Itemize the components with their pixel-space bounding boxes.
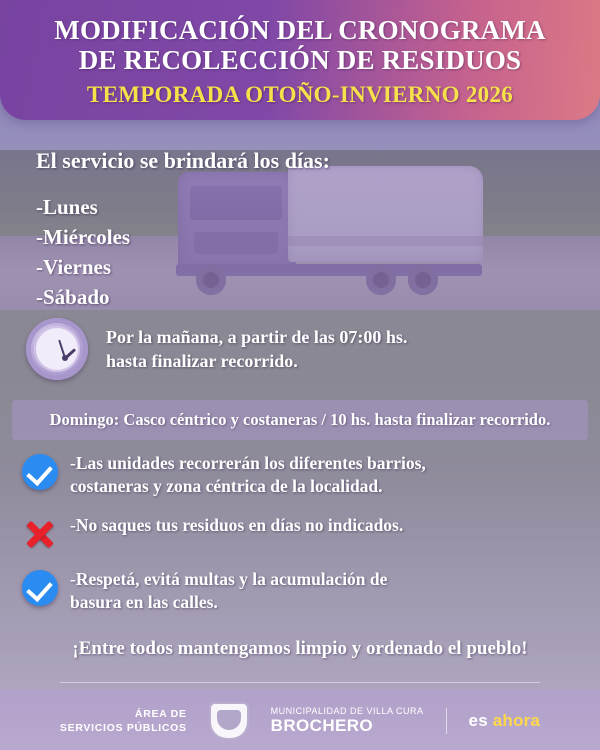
municipality-logo [271, 706, 424, 736]
service-days-title: El servicio se brindará los días: [36, 148, 330, 173]
bullet-line-1: -Respetá, evitá multas y la acumulación de [70, 569, 388, 590]
brand-logo [469, 711, 541, 731]
brand-prefix: es [468, 711, 493, 730]
bullet-line-1: -No saques tus residuos en días no indicados. [70, 515, 404, 536]
season-subtitle: TEMPORADA OTOÑO-INVIERNO 2026 [86, 82, 514, 108]
check-mark [26, 459, 53, 486]
brand-highlight: ahora [492, 711, 541, 730]
footer-separator [446, 708, 447, 734]
clock-face [34, 326, 80, 372]
closing-message: ¡Entre todos mantengamos limpio y ordenado el pueblo! [72, 638, 528, 659]
area-line-1: ÁREA DE [134, 707, 187, 720]
bullet-line-1: -Las unidades recorrerán los diferentes barrios, [70, 453, 426, 473]
list-item: -Miércoles [36, 225, 131, 250]
bullet-line-2: basura en las calles. [70, 592, 218, 613]
municipality-name-small: MUNICIPALIDAD DE VILLA CURA [270, 706, 424, 717]
check-mark [26, 575, 53, 602]
check-circle-icon [22, 454, 58, 490]
list-item [22, 514, 582, 552]
title-line-2: DE RECOLECCIÓN DE RESIDUOS [78, 44, 522, 75]
title-line-1: MODIFICACIÓN DEL CRONOGRAMA [54, 15, 546, 45]
sunday-note: Domingo: Casco céntrico y costaneras / 10 hs. hasta finalizar recorrido. [12, 400, 588, 440]
bullet-text [70, 452, 426, 498]
list-item: -Viernes [36, 255, 112, 280]
area-line-2: SERVICIOS PÚBLICOS [59, 722, 187, 734]
schedule-text [106, 325, 407, 374]
footer-divider [60, 682, 540, 683]
municipality-name-big: BROCHERO [270, 716, 374, 736]
bullet-text [70, 568, 387, 614]
clock-center-pin [62, 355, 68, 361]
municipal-crest-icon [209, 702, 249, 740]
list-item: -Sábado [36, 285, 110, 310]
area-label [60, 707, 187, 735]
schedule-row [26, 312, 574, 386]
schedule-line-1: Por la mañana, a partir de las 07:00 hs. [106, 326, 408, 347]
poster-footer [0, 692, 600, 750]
schedule-line-2: hasta finalizar recorrido. [106, 351, 298, 371]
check-circle-icon [22, 570, 58, 606]
bullet-line-2: costaneras y zona céntrica de la localidad. [70, 476, 383, 497]
bullet-text [70, 514, 403, 537]
list-item: -Lunes [36, 195, 98, 219]
service-days-list [36, 192, 130, 312]
bullet-list [22, 452, 582, 630]
clock-icon [26, 318, 88, 380]
cross-mark-icon [22, 516, 58, 552]
list-item [22, 452, 582, 498]
list-item [22, 568, 582, 614]
